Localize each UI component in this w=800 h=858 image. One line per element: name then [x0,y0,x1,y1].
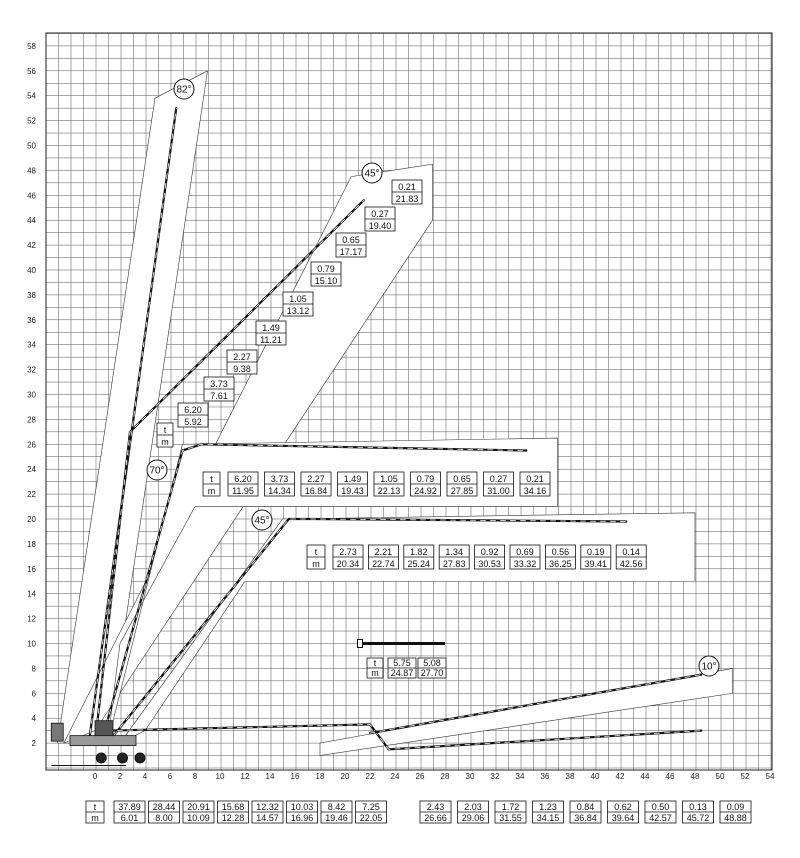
boom45-low-load-value: 0.92 [480,547,499,557]
jib-radius-value: 27.70 [420,668,444,678]
x-tick-label: 20 [340,772,350,781]
bottom-radius-value: 42.57 [649,813,672,823]
boom70-load-value: 2.27 [307,474,325,484]
boom45-high-radius-value: 15.10 [314,276,338,286]
boom45-high-radius-value: 13.12 [286,306,310,316]
boom70-unit-m: m [207,486,216,496]
boom45-low-load-value: 2.73 [339,547,357,557]
x-tick-label: 8 [192,772,198,781]
y-tick-label: 4 [31,714,36,724]
boom70-radius-value: 34.16 [523,486,547,496]
boom45-high-radius-value: 5.92 [184,417,202,427]
boom45-high-load-value: 0.65 [342,235,360,245]
boom70-load-value: 0.21 [526,474,544,484]
jib-load-value: 5.75 [393,658,411,668]
jib-extension-hook [358,640,363,648]
x-tick-label: 16 [290,772,300,781]
bottom-load-value: 12.32 [256,802,279,812]
x-tick-label: 38 [565,772,575,781]
y-tick-label: 54 [27,91,36,101]
y-tick-label: 16 [27,564,36,574]
boom45-high-radius-value: 11.21 [260,335,282,345]
bottom-radius-value: 26.66 [424,813,447,823]
x-tick-label: 10 [215,772,225,781]
boom45-high-load-value: 2.27 [233,352,251,362]
bottom-load-value: 0.09 [726,802,745,812]
bottom-load-value: 1.23 [539,802,557,812]
bottom-load-value: 28.44 [152,802,176,812]
boom45-high-radius-value: 21.83 [395,194,419,204]
bottom-radius-value: 39.64 [611,813,635,823]
angle-label-10: 10° [701,661,717,673]
boom70-load-value: 0.79 [416,474,435,484]
jib-load-value: 5.08 [423,658,441,668]
boom70-radius-value: 16.84 [304,486,328,496]
boom70-radius-value: 11.95 [232,486,254,496]
bottom-load-value: 2.43 [426,802,445,812]
angle-label-45-high: 45° [364,168,380,180]
boom45-low-load-value: 0.69 [516,547,534,557]
boom45-low-radius-value: 25.24 [407,559,431,569]
bottom-radius-value: 12.28 [221,813,245,823]
y-tick-label: 36 [27,315,36,325]
y-tick-label: 40 [27,266,36,275]
boom45-low-unit-t: t [314,547,318,557]
boom45-high-load-value: 0.21 [398,182,416,192]
x-tick-label: 46 [665,772,675,781]
jib-unit-t: t [373,658,377,668]
y-tick-label: 28 [27,415,36,425]
y-tick-label: 10 [27,639,36,649]
y-tick-label: 26 [27,440,36,450]
boom45-low-radius-value: 27.83 [442,559,466,569]
y-tick-label: 24 [27,465,36,475]
bottom-radius-value: 14.57 [256,813,279,823]
boom45-low-radius-value: 30.53 [478,559,501,569]
y-tick-label: 42 [27,241,36,251]
y-tick-label: 12 [27,614,36,624]
jib-radius-value: 24.87 [390,668,414,678]
bottom-radius-value: 16.96 [290,813,314,823]
x-tick-label: 48 [690,772,700,781]
bottom-load-value: 20.91 [187,802,210,812]
truck-wheel [118,753,128,763]
y-tick-label: 14 [27,589,36,599]
boom45-low-load-value: 2.21 [374,547,393,557]
x-tick-label: 26 [415,772,425,781]
x-tick-label: 30 [465,772,475,781]
bottom-load-value: 2.03 [464,802,482,812]
x-tick-label: 24 [390,772,400,781]
y-tick-label: 56 [27,66,36,76]
y-tick-label: 30 [27,390,36,400]
truck-chassis [70,736,136,746]
x-tick-label: 32 [490,772,500,781]
bottom-load-value: 0.84 [576,802,595,812]
y-tick-label: 46 [27,191,36,201]
boom45-high-load-value: 3.73 [210,379,228,389]
x-tick-label: 34 [515,772,525,781]
boom70-load-value: 3.73 [270,474,289,484]
truck-wheel [96,753,106,763]
x-tick-label: 12 [240,772,250,781]
bottom-radius-value: 31.55 [499,813,522,823]
bottom-load-value: 37.89 [118,802,141,812]
x-tick-label: 0 [92,772,98,781]
bottom-radius-value: 19.46 [325,813,348,823]
bottom-load-value: 0.62 [614,802,632,812]
boom70-radius-value: 14.34 [268,486,291,496]
boom45-low-load-value: 0.19 [587,547,605,557]
bottom-radius-value: 34.15 [536,813,560,823]
y-tick-label: 6 [31,689,36,699]
x-tick-label: 14 [265,772,275,781]
x-tick-label: 36 [540,772,550,781]
boom45-high-radius-value: 19.40 [368,221,392,231]
boom70-unit-t: t [210,474,213,484]
boom45-high-load-value: 6.20 [184,405,202,415]
x-tick-label: 52 [740,772,750,781]
boom45-low-radius-value: 42.56 [619,559,643,569]
x-tick-label: 18 [315,772,325,781]
y-tick-label: 18 [27,539,36,549]
y-tick-label: 48 [27,166,36,176]
boom70-load-value: 1.05 [380,474,398,484]
angle-label-70: 70° [149,465,165,477]
bottom-load-value: 7.25 [362,802,380,812]
y-tick-label: 38 [27,290,36,300]
bottom-radius-value: 22.05 [359,813,383,823]
crane-turret [95,721,113,736]
x-tick-label: 28 [440,772,450,781]
bottom-radius-value: 48.88 [724,813,747,823]
boom45-low-radius-value: 36.25 [549,559,572,569]
boom45-low-load-value: 1.82 [410,547,428,557]
boom45-high-load-value: 1.05 [289,294,307,304]
x-tick-label: 2 [117,772,123,781]
x-tick-label: 54 [765,772,775,781]
boom45-low-radius-value: 33.32 [513,559,537,569]
bottom-load-value: 0.13 [689,802,707,812]
angle-label-82: 82° [176,84,192,96]
boom45-low-load-value: 1.34 [445,547,463,557]
boom45-low-unit-m: m [312,559,320,569]
boom45-high-load-value: 1.49 [262,323,280,333]
boom70-radius-value: 31.00 [487,486,510,496]
jib-unit-m: m [371,668,379,678]
boom45-high-unit-t: t [163,425,167,435]
bottom-load-value: 8.42 [327,802,346,812]
x-tick-label: 50 [715,772,725,781]
y-tick-label: 58 [27,41,36,51]
boom70-radius-value: 19.43 [341,486,364,496]
bottom-load-value: 1.72 [501,802,520,812]
bottom-radius-value: 45.72 [686,813,710,823]
x-tick-label: 4 [142,772,148,781]
x-tick-label: 22 [365,772,375,781]
bottom-radius-value: 6.01 [120,813,139,823]
bottom-load-value: 10.03 [290,802,314,812]
boom45-high-radius-value: 9.38 [233,364,251,374]
boom45-high-radius-value: 7.61 [210,391,228,401]
angle-label-45-low: 45° [254,515,270,527]
y-tick-label: 50 [27,141,36,151]
bottom-radius-value: 29.06 [461,813,485,823]
y-tick-label: 2 [31,739,36,749]
x-tick-label: 42 [615,772,625,781]
envelope-10 [320,668,733,755]
y-tick-label: 44 [27,216,36,226]
x-tick-label: 44 [640,772,650,781]
truck-wheel [135,753,145,763]
boom45-low-load-value: 0.14 [622,547,640,557]
truck-cab [51,723,63,741]
y-tick-label: 8 [31,664,36,674]
y-tick-label: 52 [27,116,36,126]
boom45-high-load-value: 0.27 [371,209,389,219]
bottom-load-value: 0.50 [651,802,670,812]
y-tick-label: 34 [27,340,36,350]
boom45-low-radius-value: 20.34 [336,559,360,569]
x-tick-label: 6 [167,772,173,781]
boom70-radius-value: 22.13 [377,486,401,496]
boom45-high-unit-m: m [161,437,169,447]
boom70-load-value: 6.20 [234,474,252,484]
boom45-low-radius-value: 22.74 [372,559,395,569]
bottom-radius-value: 8.00 [155,813,173,823]
bottom-radius-value: 10.09 [187,813,210,823]
boom45-low-radius-value: 39.41 [584,559,608,569]
bottom-load-value: 15.68 [221,802,245,812]
x-tick-label: 40 [590,772,600,781]
boom70-load-value: 1.49 [343,474,362,484]
boom70-load-value: 0.65 [453,474,471,484]
boom45-low-load-value: 0.56 [551,547,570,557]
boom70-load-value: 0.27 [489,474,508,484]
bottom-unit-m: m [91,813,99,823]
y-tick-label: 20 [27,515,36,524]
y-tick-label: 22 [27,490,36,500]
boom45-high-load-value: 0.79 [317,264,335,274]
boom70-radius-value: 24.92 [414,486,437,496]
boom70-radius-value: 27.85 [450,486,474,496]
bottom-unit-t: t [93,802,97,812]
boom45-high-radius-value: 17.17 [339,247,363,257]
y-tick-label: 32 [27,365,36,375]
bottom-radius-value: 36.84 [574,813,597,823]
